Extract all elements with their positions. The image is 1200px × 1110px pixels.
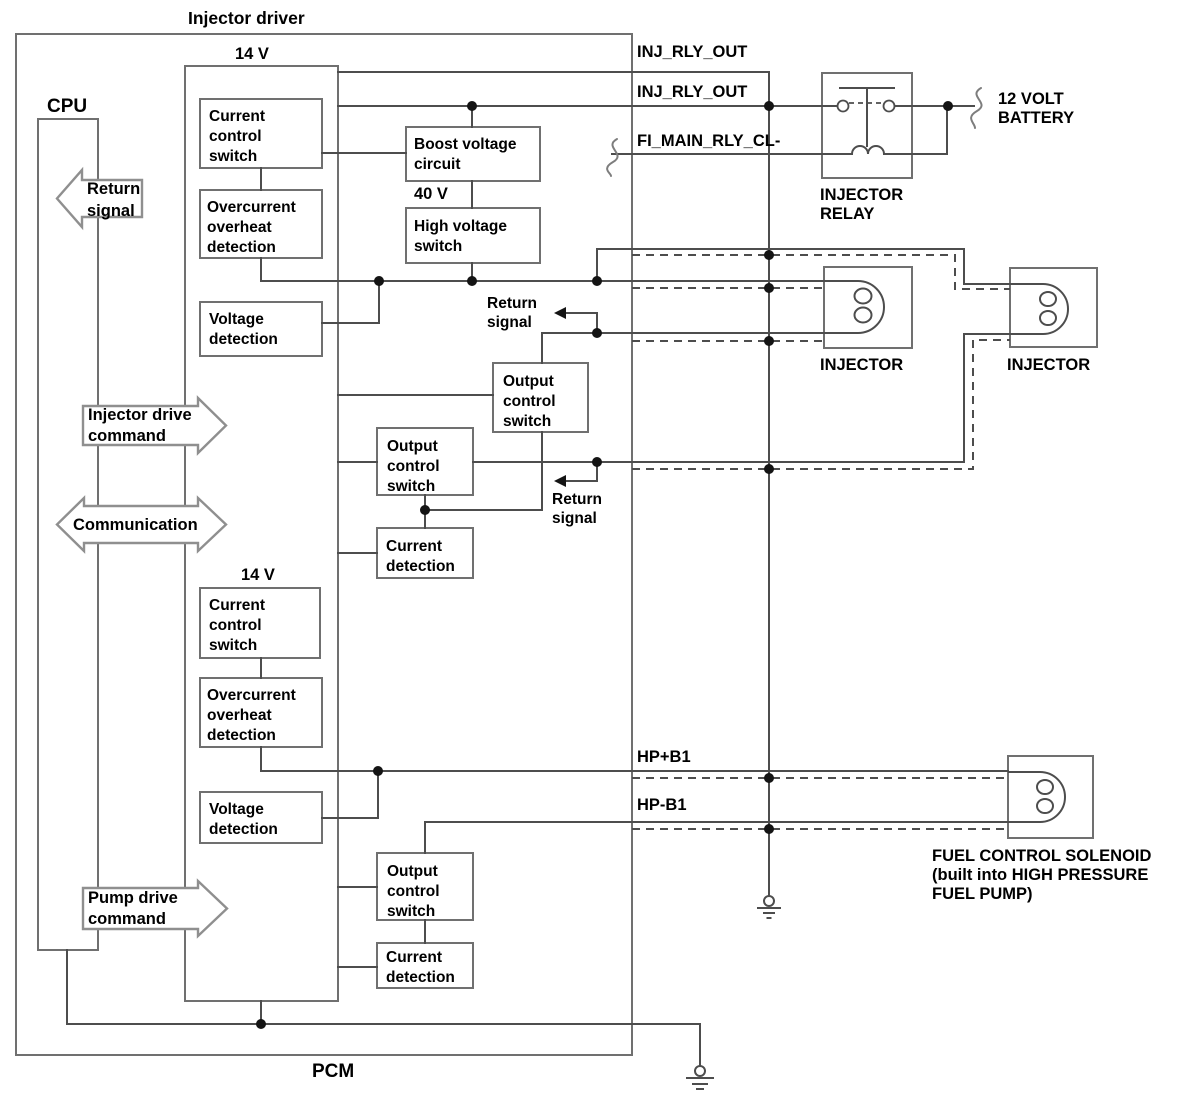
communication-label: Communication <box>73 516 198 534</box>
injector-relay-label: INJECTOR <box>820 186 904 204</box>
injector-drive-command-label: Injector drive <box>88 406 192 424</box>
pump-drive-command-label: Pump drive <box>88 889 178 907</box>
svg-text:Output: Output <box>387 863 438 880</box>
return-signal-arrow-label: Return <box>87 180 141 198</box>
svg-text:Overcurrent: Overcurrent <box>207 687 296 704</box>
svg-text:detection: detection <box>209 821 278 838</box>
svg-text:control: control <box>209 128 262 145</box>
wire-break-icon <box>971 88 981 128</box>
injector-right-label: INJECTOR <box>1007 356 1091 374</box>
pump-drive-command-label: command <box>88 910 166 928</box>
output-control-switch-1-label <box>503 373 556 430</box>
svg-text:control: control <box>387 883 440 900</box>
junction-dots <box>256 101 953 1029</box>
svg-text:Current: Current <box>386 538 442 555</box>
pin-hp-plus-b1: HP+B1 <box>637 748 691 766</box>
injector-drive-command-label: command <box>88 427 166 445</box>
fuel-control-solenoid-label: FUEL CONTROL SOLENOID <box>932 847 1152 865</box>
current-control-switch-2-label <box>209 597 265 654</box>
output-control-switch-2-label <box>387 438 440 495</box>
pcm-label: PCM <box>312 1061 355 1082</box>
svg-text:switch: switch <box>209 148 258 165</box>
wire-break-icon <box>607 139 617 176</box>
svg-text:switch: switch <box>387 478 436 495</box>
pin-inj-rly-out-1: INJ_RLY_OUT <box>637 43 748 61</box>
svg-text:detection: detection <box>386 558 455 575</box>
relay-contact-icon <box>838 101 849 112</box>
svg-text:Current: Current <box>209 597 265 614</box>
pin-hp-minus-b1: HP-B1 <box>637 796 687 814</box>
svg-text:switch: switch <box>414 238 463 255</box>
svg-text:Boost voltage: Boost voltage <box>414 136 517 153</box>
communication-arrow <box>57 498 226 551</box>
injector-left-label: INJECTOR <box>820 356 904 374</box>
supply-14v-top-label: 14 V <box>235 45 269 63</box>
battery-label: 12 VOLT <box>998 90 1064 108</box>
return-signal-lower-note: Return <box>552 491 602 508</box>
dashed-wires <box>632 255 1010 829</box>
relay-contact-icon <box>884 101 895 112</box>
output-control-switch-3-label <box>387 863 440 920</box>
svg-text:Output: Output <box>387 438 438 455</box>
pin-fi-main-rly-cl: FI_MAIN_RLY_CL- <box>637 132 781 150</box>
svg-text:Voltage: Voltage <box>209 311 264 328</box>
return-signal-arrow <box>57 170 142 227</box>
pin-inj-rly-out-2: INJ_RLY_OUT <box>637 83 748 101</box>
injector-drive-command-arrow <box>83 398 226 453</box>
boost-40v-label: 40 V <box>414 185 448 203</box>
svg-text:overheat: overheat <box>207 219 272 236</box>
svg-text:Current: Current <box>209 108 265 125</box>
ground-icon <box>757 896 781 918</box>
svg-text:control: control <box>503 393 556 410</box>
fuel-control-solenoid-label: (built into HIGH PRESSURE <box>932 866 1149 884</box>
svg-text:Overcurrent: Overcurrent <box>207 199 296 216</box>
return-signal-upper-note: signal <box>487 314 532 331</box>
svg-text:detection: detection <box>386 969 455 986</box>
supply-14v-bottom-label: 14 V <box>241 566 275 584</box>
return-arrowhead-icon <box>554 475 566 487</box>
svg-text:detection: detection <box>207 239 276 256</box>
return-signal-upper-note: Return <box>487 295 537 312</box>
svg-text:control: control <box>209 617 262 634</box>
diagram-title: Injector driver <box>188 8 305 28</box>
return-arrowhead-icon <box>554 307 566 319</box>
battery-label: BATTERY <box>998 109 1075 127</box>
svg-text:Current: Current <box>386 949 442 966</box>
current-control-switch-1-label <box>209 108 265 165</box>
svg-text:detection: detection <box>209 331 278 348</box>
svg-text:detection: detection <box>207 727 276 744</box>
svg-text:circuit: circuit <box>414 156 461 173</box>
svg-text:switch: switch <box>503 413 552 430</box>
fuel-control-solenoid-label: FUEL PUMP) <box>932 885 1033 903</box>
svg-text:Voltage: Voltage <box>209 801 264 818</box>
svg-text:High voltage: High voltage <box>414 218 508 235</box>
svg-text:control: control <box>387 458 440 475</box>
svg-text:switch: switch <box>209 637 258 654</box>
svg-text:switch: switch <box>387 903 436 920</box>
injector-relay-label: RELAY <box>820 205 875 223</box>
svg-text:Output: Output <box>503 373 554 390</box>
cpu-label: CPU <box>47 96 88 117</box>
pump-drive-command-arrow <box>83 881 227 936</box>
return-signal-lower-note: signal <box>552 510 597 527</box>
injector-right-box <box>1010 268 1097 347</box>
ground-icon <box>686 1066 714 1089</box>
return-signal-arrow-label: signal <box>87 202 135 220</box>
injector-left-box <box>824 267 912 348</box>
fuel-control-solenoid-box <box>1008 756 1093 838</box>
svg-text:overheat: overheat <box>207 707 272 724</box>
